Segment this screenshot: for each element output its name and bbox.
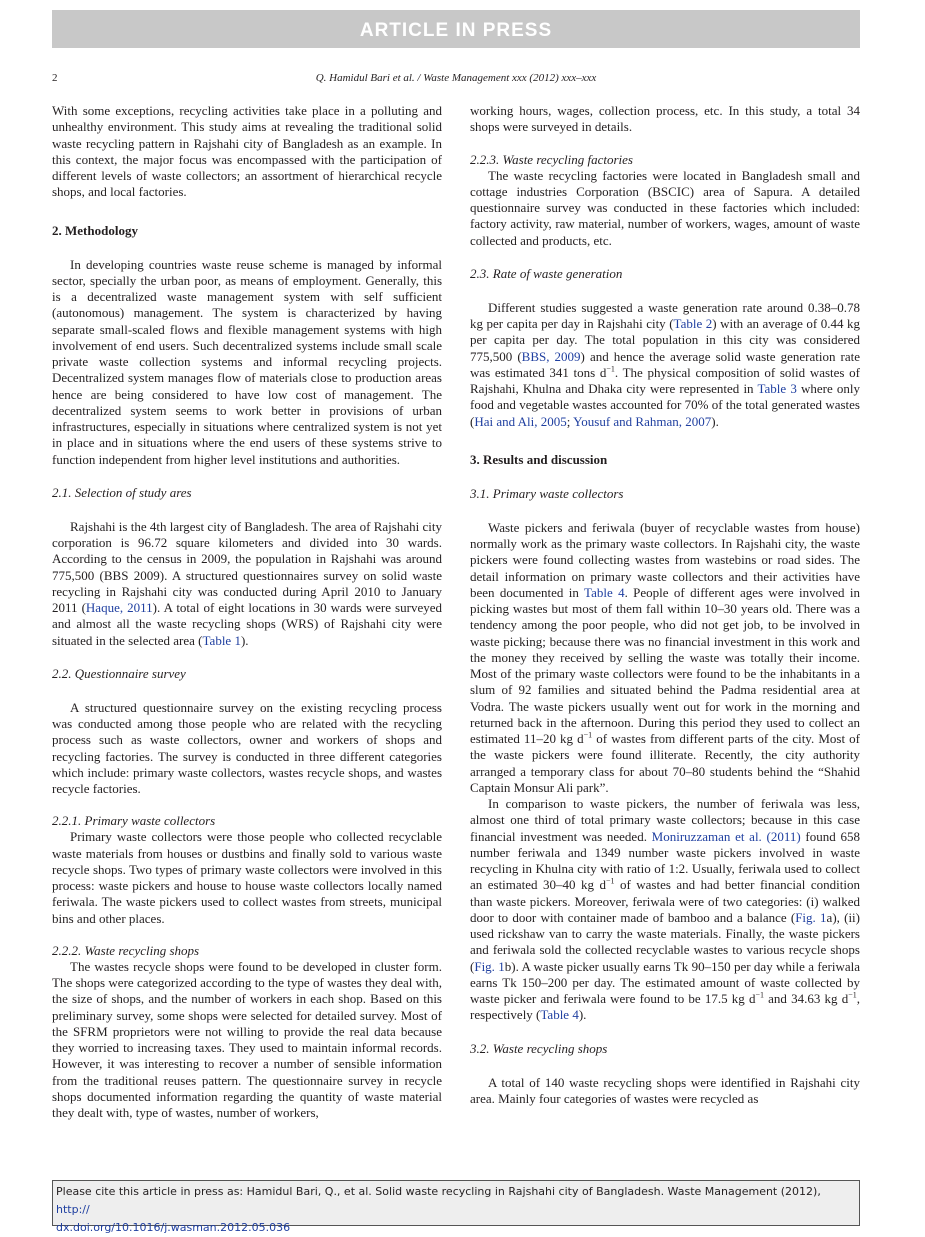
table-4-link-2[interactable]: Table 4 [540,1007,579,1023]
doi-link-continued[interactable]: dx.doi.org/10.1016/j.wasman.2012.05.036 [56,1221,291,1234]
recycling-shops-count-paragraph: A total of 140 waste recycling shops were identified in Rajshahi city area. Mainly four categories of wastes were recycled as [470,1074,860,1106]
reference-link-haque[interactable]: Haque, 2011 [85,600,153,615]
waste-pickers-paragraph: Waste pickers and feriwala (buyer of recyclable wastes from house) normally work as the primary waste collectors. In Rajshahi city, the waste pickers were found collecting wastes from wastebins or road sides. The detail information on primary waste collectors and their activities have been documented in Table 4. People of different ages were involved in picking wastes but most of them fall within 10–30 years old. There was a tendency among the poor people, who did not get job, to be involved in waste picking; because there was no financial investment in this work and the money they received by selling the waste was totally their income. Most of the primary waste collectors were found to be the inhabitants in a slum of 92 families and situated behind the Padma residential area at Vodra. The waste pickers usually went out for work in the morning and returned back in the afternoon. During this period they used to collect an estimated 11–20 kg $d^{-1}$ of wastes from different parts of the city. Most of the waste pickers were found illiterate. Recently, the city authority arranged a temporary class for about 70–80 students behind the “Shahid Captain Monsur Ali park”. [470,519,861,795]
continued-paragraph: working hours, wages, collection process, etc. In this study, a total 34 shops were surveyed in details. [470,103,860,135]
page-number: 2 [52,72,58,84]
table-2-link[interactable]: Table 2 [673,316,713,331]
subsection-heading-primary-collectors: 2.2.1. Primary waste collectors [52,813,216,829]
running-header [52,72,860,88]
intro-paragraph: With some exceptions, recycling activities take place in a polluting and unhealthy environment. This study aims at revealing the traditional solid waste recycling pattern in Rajshahi city of Bangladesh as an example. In this context, the major focus was encompassed with the participation of different levels of waste collectors; an assortment of hierarchical recycle shops, and local factories. [52,103,442,200]
running-title: Q. Hamidul Bari et al. / Waste Management xxx (2012) xxx–xxx [315,72,597,84]
study-area-paragraph: Rajshahi is the 4th largest city of Bangladesh. The area of Rajshahi city corporation is 96.72 square kilometers and divided into 30 wards. According to the census in 2009, the population in Rajshahi was around 775,500 (BBS 2009). A structured questionnaires survey on solid waste recycling in Rajshahi city was conducted during April 2010 to January 2011 (Haque, 2011). A total of eight locations in 30 wards were surveyed and almost all the waste recycling shops (WRS) of Rajshahi city were situated in the selected area (Table 1). [52,518,442,648]
feriwala-paragraph: In comparison to waste pickers, the number of feriwala was less, almost one third of total primary waste collectors; because in this case financial investment was needed. Moniruzzaman et al. (2011) found 658 number feriwala and 1349 number waste pickers involved in waste recycling in Khulna city with ratio of 1:2. Usually, feriwala used to collect an estimated 30–40 kg $d^{-1}$ of wastes and had better financial condition than waste pickers. Moreover, feriwala were of two categories: (i) walked door to door with container made of bamboo and a balance (Fig. 1a), (ii) used rickshaw van to carry the waste materials. Finally, the waste pickers and feriwala sold the collected recyclable wastes to various recycle shops (Fig. 1b). A waste picker usually earns Tk 90–150 per day while a feriwala earns Tk 150–200 per day. The estimated amount of waste collected by waste picker and feriwala were found to be 17.5 kg $d^{-1}$ and 34.63 kg $d^{-1}$, respectively (Table 4). [470,796,861,1023]
recycling-factories-paragraph: The waste recycling factories were located in Bangladesh small and cottage industries Corporation (BSCIC) area of Sapura. A detailed questionnaire survey was conducted in these factories which included: factory activity, raw material, number of workers, wages, amount of waste collected and products, etc. [470,167,860,248]
figure-1b-link[interactable]: Fig. 1b [474,958,512,974]
citation-box [52,1180,860,1234]
reference-link-moniruzzaman[interactable]: Moniruzzaman et al. (2011) [651,828,801,844]
subsection-heading-waste-recycling-shops: 3.2. Waste recycling shops [470,1040,608,1056]
reference-link-hai[interactable]: Hai and Ali, 2005 [474,413,567,429]
questionnaire-paragraph: A structured questionnaire survey on the existing recycling process was conducted among those people who are related with the recycling process such as waste collectors, owner and workers of shops and recycling factories. The survey is conducted in three different categories which include: primary waste collectors, wastes recycle shops, and wastes recycle factories. [52,699,442,796]
subsection-heading-generation-rate: 2.3. Rate of waste generation [470,265,623,281]
subsection-heading-recycling-shops: 2.2.2. Waste recycling shops [52,942,200,958]
subsection-heading-primary-waste-collectors: 3.1. Primary waste collectors [470,485,624,501]
section-heading-results: 3. Results and discussion [470,451,608,467]
subsection-heading-questionnaire: 2.2. Questionnaire survey [52,665,186,681]
table-4-link[interactable]: Table 4 [584,584,625,600]
figure-1a-link[interactable]: Fig. 1a [795,909,833,925]
generation-rate-paragraph: Different studies suggested a waste generation rate around 0.38–0.78 kg per capita per day in Rajshahi city (Table 2) with an average of 0.44 kg per capita per day. The total population in this city was considered 775,500 (BBS, 2009) and hence the average solid waste generation rate was estimated 341 tons $d^{-1}$. The physical composition of solid wastes of Rajshahi, Khulna and Dhaka city were represented in Table 3 where only food and vegetable wastes accounted for 70% of the total generated wastes (Hai and Ali, 2005; Yousuf and Rahman, 2007). [470,299,861,429]
section-heading-methodology: 2. Methodology [52,222,138,238]
subsection-heading-recycling-factories: 2.2.3. Waste recycling factories [470,151,633,167]
table-3-link[interactable]: Table 3 [757,381,797,396]
left-column [52,103,442,1121]
doi-link[interactable]: http:// [56,1203,90,1216]
primary-collectors-paragraph: Primary waste collectors were those people who collected recyclable waste materials from houses or dustbins and finally sold to various waste recycle shops. Two types of primary waste collectors were involved in this process: waste pickers and house to house waste collectors locally named feriwala. The waste pickers used to collect wastes from streets, municipal bins and other places. [52,829,442,926]
recycling-shops-paragraph: The wastes recycle shops were found to be developed in cluster form. The shops were categorized according to the type of wastes they deal with, the size of shops, and the number of workers in each shop. Based on this preliminary survey, some shops were selected for detailed survey. Most of the SFRM proprietors were not willing to provide the real data because they worried to increasing taxes. They used to maintain informal records. However, it was interesting to recover a number of sensible information from the traditional reuses pattern. The questionnaire survey in recycle shops documented information regarding the quantity of waste material they dealt with, type of wastes, number of workers, [52,958,442,1120]
citation-text: Please cite this article in press as: Hamidul Bari, Q., et al. Solid waste recycling in Rajshahi city of Bangladesh. Waste Management (2012), [56,1185,821,1198]
right-column [470,103,860,1107]
reference-link-yousuf[interactable]: Yousuf and Rahman, 2007 [573,413,712,429]
subsection-heading-study-area: 2.1. Selection of study ares [52,484,192,500]
methodology-paragraph: In developing countries waste reuse scheme is managed by informal sector, specially the urban poor, as means of employment. Generally, this is a decentralized waste management system with self sufficient (autonomous) management. The system is characterized by having separate small-scaled flows and flexible management systems with high involvement of end users. Such decentralized systems include small scale private waste collection systems and informal recycling projects. Decentralized system manages flow of materials close to production areas hence are being considered to have low cost of management. The decentralized system seems to work better in provisions of urban infrastructures, especially in situations where centralized system is not yet in place and in situations where the end users of these systems strive to function independent from higher level institutions and authorities. [52,256,442,467]
table-1-link[interactable]: Table 1 [202,632,241,648]
article-in-press-banner: ARTICLE IN PRESS [52,10,860,48]
reference-link-bbs[interactable]: BBS, 2009 [521,348,581,364]
